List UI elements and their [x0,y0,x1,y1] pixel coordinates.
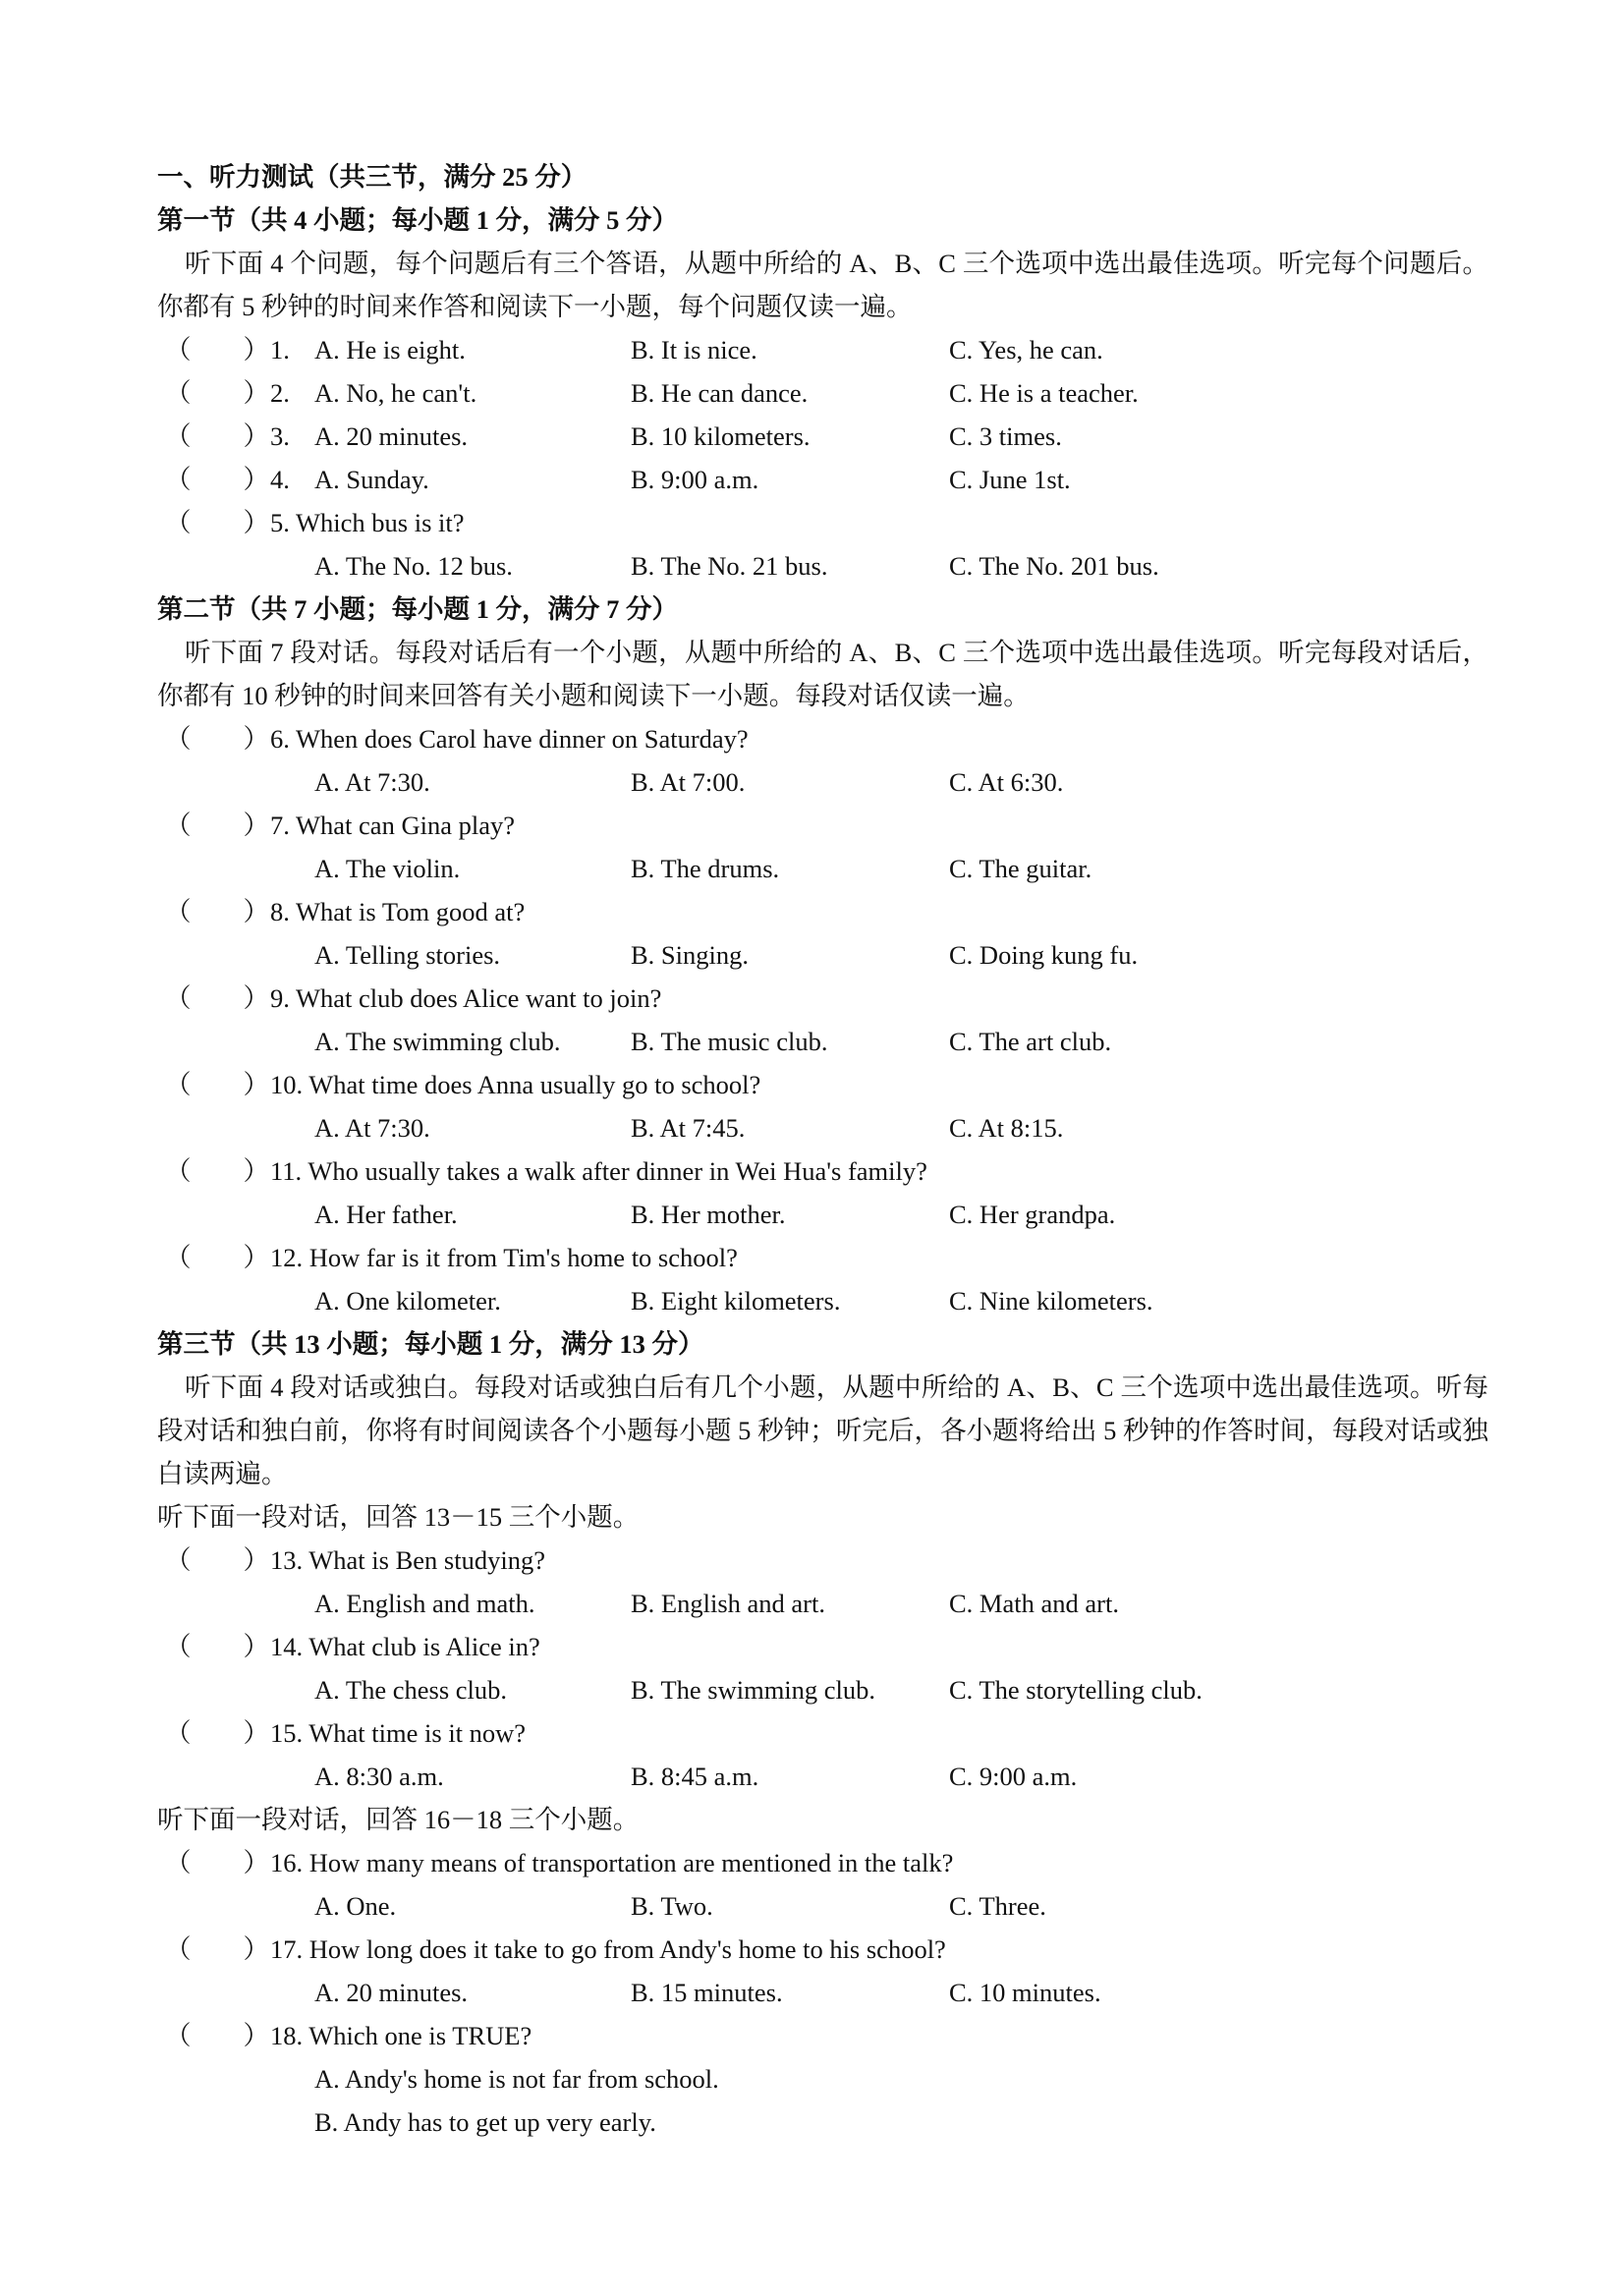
option-c: C. Three. [949,1891,1046,1921]
option-b: B. Two. [631,1891,713,1921]
question-row [157,2014,1488,2057]
question-stem: How far is it from Tim's home to school? [308,1243,738,1272]
question-number-text: 5. [270,508,290,537]
question-stem: Who usually takes a walk after dinner in Wei Hua's family? [308,1156,927,1186]
question-row [157,1149,1488,1193]
options-row [157,933,1488,977]
options-row [157,2057,1488,2100]
option-b: B. Andy has to get up very early. [314,2107,656,2137]
question-number: 8. [270,897,290,926]
question-stem: What club is Alice in? [308,1632,540,1661]
question-number: 15. [270,1718,304,1748]
option-b: B. 15 minutes. [631,1978,783,2007]
option-c: C. He is a teacher. [949,378,1139,408]
options-row [157,760,1488,804]
option-b: B. At 7:45. [631,1113,746,1143]
answer-blank[interactable]: （ ） [165,465,269,494]
section-1-heading: 第一节（共 4 小题；每小题 1 分，满分 5 分） [157,205,678,235]
question-stem: How long does it take to go from Andy's home to his school? [308,1934,946,1964]
question-text [270,1539,545,1582]
option-a: A. Her father. [314,1200,458,1229]
question-text [270,1625,540,1668]
option-c: C. June 1st. [949,465,1071,494]
options-row [157,1668,1488,1711]
answer-blank[interactable]: （ ） [165,1545,269,1575]
answer-blank[interactable]: （ ） [165,378,269,408]
question-row [157,415,1488,458]
options-row [157,544,1488,588]
group-2-intro: 听下面一段对话，回答 16－18 三个小题。 [157,1805,640,1834]
option-b: B. At 7:00. [631,767,746,797]
question-number: 12. [270,1243,304,1272]
options-row [157,847,1488,890]
option-a: A. Telling stories. [314,940,501,970]
answer-blank[interactable]: （ ） [165,2021,269,2050]
option-c: C. The art club. [949,1027,1112,1056]
option-b: B. 8:45 a.m. [631,1762,759,1791]
option-c: C. The storytelling club. [949,1675,1203,1705]
question-row [157,328,1488,371]
options-row [157,1020,1488,1063]
question-number: 17. [270,1934,304,1964]
answer-blank[interactable]: （ ） [165,1934,269,1964]
answer-blank[interactable]: （ ） [165,1070,269,1099]
question-text [270,1149,927,1193]
options-row [157,1971,1488,2014]
question-row [157,804,1488,847]
answer-blank[interactable]: （ ） [165,1243,269,1272]
question-stem: Which one is TRUE? [308,2021,532,2050]
option-b: B. The music club. [631,1027,828,1056]
option-c: C. Math and art. [949,1589,1119,1618]
option-a: A. Sunday. [314,465,429,494]
option-a: A. He is eight. [314,335,466,364]
question-stem: What time does Anna usually go to school? [308,1070,761,1099]
option-c: C. Yes, he can. [949,335,1103,364]
question-row [157,977,1488,1020]
options-row [157,1193,1488,1236]
option-c: C. 10 minutes. [949,1978,1101,2007]
option-a: A. Andy's home is not far from school. [314,2064,719,2094]
option-a: A. 8:30 a.m. [314,1762,444,1791]
question-number: 3. [270,421,290,451]
option-b: B. Eight kilometers. [631,1286,841,1316]
question-text [270,717,749,760]
question-row [157,1711,1488,1755]
question-row [157,1063,1488,1106]
group-1-intro: 听下面一段对话，回答 13－15 三个小题。 [157,1502,640,1532]
question-text [270,2014,532,2057]
question-row [157,1928,1488,1971]
question-row [157,717,1488,760]
page-title: 一、听力测试（共三节，满分 25 分） [157,162,588,192]
option-a: A. At 7:30. [314,767,430,797]
option-a: A. The chess club. [314,1675,508,1705]
option-b: B. The No. 21 bus. [631,551,828,581]
options-row [157,1884,1488,1928]
question-number: 1. [270,335,290,364]
option-a: A. One kilometer. [314,1286,501,1316]
question-row [157,1841,1488,1884]
option-c: C. 9:00 a.m. [949,1762,1078,1791]
option-a: A. One. [314,1891,397,1921]
question-number: 18. [270,2021,304,2050]
option-a: A. 20 minutes. [314,1978,469,2007]
question-text [270,1063,760,1106]
option-a: A. No, he can't. [314,378,477,408]
option-b: B. Singing. [631,940,750,970]
question-number: 14. [270,1632,304,1661]
question-row [157,1236,1488,1279]
section-2-instructions: 听下面 7 段对话。每段对话后有一个小题，从题中所给的 A、B、C 三个选项中选出最佳选项。听完每段对话后，你都有 10 秒钟的时间来回答有关小题和阅读下一小题。每段对话仅读一遍。 [157,638,1488,710]
question-number: 7. [270,811,290,840]
section-3-instructions: 听下面 4 段对话或独白。每段对话或独白后有几个小题，从题中所给的 A、B、C 三个选项中选出最佳选项。听每段对话和独白前，你将有时间阅读各个小题每小题 5 秒钟；听完后，各小题将给出 5 秒钟的作答时间，每段对话或独白读两遍。 [157,1372,1488,1488]
section-3-heading: 第三节（共 13 小题；每小题 1 分，满分 13 分） [157,1329,704,1359]
options-row [157,1755,1488,1798]
answer-blank[interactable]: （ ） [165,1718,269,1748]
option-a: A. The violin. [314,854,461,883]
question-row [157,458,1488,501]
question-row [157,1539,1488,1582]
question-number: 11. [270,1156,303,1186]
option-c: C. At 6:30. [949,767,1064,797]
option-c: C. Nine kilometers. [949,1286,1153,1316]
question-stem: What can Gina play? [296,811,515,840]
section-2-heading: 第二节（共 7 小题；每小题 1 分，满分 7 分） [157,594,678,624]
question-text [270,1236,738,1279]
question-text [270,977,661,1020]
answer-blank[interactable]: （ ） [165,335,269,364]
option-c: C. The No. 201 bus. [949,551,1159,581]
option-a: A. The No. 12 bus. [314,551,513,581]
option-c: C. At 8:15. [949,1113,1064,1143]
answer-blank[interactable]: （ ） [165,1632,269,1661]
question-text [270,890,525,933]
question-number: 4. [270,465,290,494]
question-row [157,890,1488,933]
answer-blank[interactable]: （ ） [165,1848,269,1877]
answer-blank[interactable]: （ ） [165,508,269,537]
question-stem: How many means of transportation are mentioned in the talk? [308,1848,954,1877]
question-text [270,1841,953,1884]
option-b: B. 10 kilometers. [631,421,811,451]
question-stem: When does Carol have dinner on Saturday? [296,724,749,754]
option-b: B. The swimming club. [631,1675,876,1705]
option-a: A. 20 minutes. [314,421,469,451]
options-row [157,2100,1488,2144]
question-stem: What club does Alice want to join? [296,983,662,1013]
option-b: B. English and art. [631,1589,825,1618]
option-c: C. 3 times. [949,421,1062,451]
question-number: 13. [270,1545,304,1575]
question-stem: What is Ben studying? [308,1545,545,1575]
question-row [157,371,1488,415]
option-a: A. At 7:30. [314,1113,430,1143]
option-b: B. He can dance. [631,378,809,408]
option-c: C. Doing kung fu. [949,940,1139,970]
question-text [270,1711,526,1755]
section-1-instructions: 听下面 4 个问题，每个问题后有三个答语，从题中所给的 A、B、C 三个选项中选出最佳选项。听完每个问题后。你都有 5 秒钟的时间来作答和阅读下一小题，每个问题仅读一遍。 [157,249,1488,321]
question-number [270,501,465,544]
answer-blank[interactable]: （ ） [165,724,269,754]
option-b: B. The drums. [631,854,780,883]
question-number: 6. [270,724,290,754]
question-text [270,804,515,847]
answer-blank[interactable]: （ ） [165,1156,269,1186]
options-row [157,1279,1488,1322]
exam-page [157,155,1488,2144]
option-a: A. The swimming club. [314,1027,561,1056]
option-b: B. Her mother. [631,1200,786,1229]
option-c: C. Her grandpa. [949,1200,1116,1229]
question-number: 10. [270,1070,304,1099]
options-row [157,1106,1488,1149]
question-number: 9. [270,983,290,1013]
options-row [157,1582,1488,1625]
option-b: B. It is nice. [631,335,757,364]
option-b: B. 9:00 a.m. [631,465,759,494]
answer-blank[interactable]: （ ） [165,897,269,926]
question-stem: Which bus is it? [296,508,465,537]
answer-blank[interactable]: （ ） [165,421,269,451]
question-row [157,1625,1488,1668]
question-row [157,501,1488,544]
question-number: 2. [270,378,290,408]
answer-blank[interactable]: （ ） [165,983,269,1013]
question-stem: What time is it now? [308,1718,527,1748]
question-number: 16. [270,1848,304,1877]
option-a: A. English and math. [314,1589,535,1618]
option-c: C. The guitar. [949,854,1092,883]
question-stem: What is Tom good at? [296,897,526,926]
question-text [270,1928,946,1971]
answer-blank[interactable]: （ ） [165,811,269,840]
